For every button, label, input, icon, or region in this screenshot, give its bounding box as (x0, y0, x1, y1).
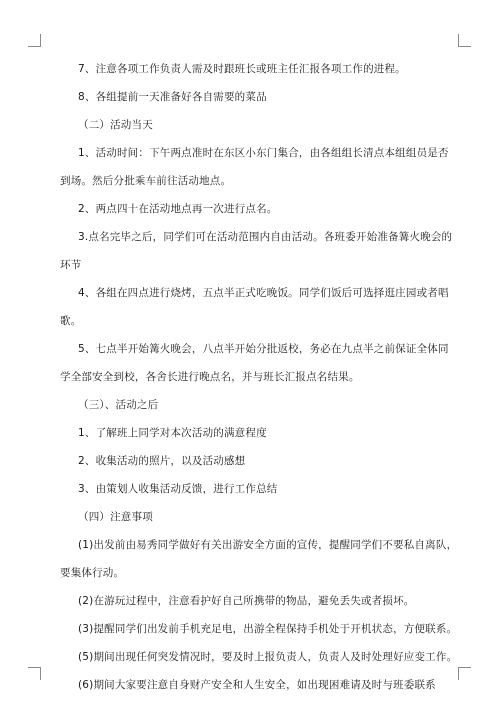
paragraph-line: 3.点名完毕之后，同学们可在活动范围内自由活动。各班委开始准备篝火晚会的 (78, 231, 453, 243)
paragraph-continuation-line: 要集体行动。 (60, 567, 125, 579)
paragraph-line: 3、由策划人收集活动反馈，进行工作总结 (78, 483, 278, 495)
paragraph-line: 7、注意各项工作负责人需及时跟班长或班主任汇报各项工作的进程。 (78, 63, 406, 75)
paragraph-continuation-line: 环节 (60, 259, 82, 271)
paragraph (78, 398, 450, 413)
paragraph-line: 4、各组在四点进行烧烤，五点半正式吃晚饭。同学们饭后可选择逛庄园或者唱 (78, 287, 449, 299)
paragraph-line: (1)出发前由易秀同学做好有关出游安全方面的宣传，提醒同学们不要私自离队， (78, 539, 458, 551)
crop-mark-bottom-left (28, 667, 41, 680)
paragraph-line: (2)在游玩过程中，注意看护好自己所携带的物品，避免丢失或者损坏。 (78, 595, 415, 607)
paragraph (78, 482, 450, 497)
paragraph (60, 230, 453, 273)
paragraph-line: 5、七点半开始篝火晚会，八点半开始分批返校，务必在九点半之前保证全体同 (78, 343, 449, 355)
paragraph (78, 118, 450, 133)
paragraph (78, 510, 450, 525)
crop-mark-top-right (458, 34, 471, 47)
paragraph (78, 454, 450, 469)
paragraph-line: 1、了解班上同学对本次活动的满意程度 (78, 427, 267, 439)
document-body (60, 62, 458, 693)
paragraph-line: 1、活动时间：下午两点准时在东区小东门集合，由各组组长清点本组组员是否 (78, 147, 449, 159)
paragraph (78, 426, 450, 441)
paragraph-continuation-line: 歌。 (60, 315, 82, 327)
paragraph-line: （四）注意事项 (78, 511, 153, 523)
paragraph-line: (6)期间大家要注意自身财产安全和人生安全，如出现困难请及时与班委联系 (78, 679, 436, 691)
paragraph-line: 2、收集活动的照片，以及活动感想 (78, 455, 246, 467)
paragraph-line: （二）活动当天 (78, 119, 153, 131)
paragraph (60, 286, 450, 329)
paragraph (78, 594, 450, 609)
paragraph-line: 8、各组提前一天准备好各自需要的菜品 (78, 91, 267, 103)
paragraph (78, 90, 450, 105)
paragraph (78, 650, 458, 665)
paragraph (60, 146, 450, 189)
paragraph (78, 622, 458, 637)
paragraph-continuation-line: 学全部安全到校，各舍长进行晚点名，并与班长汇报点名结果。 (60, 371, 360, 383)
crop-mark-top-left (28, 34, 41, 47)
paragraph-line: (5)期间出现任何突发情况时，要及时上报负责人，负责人及时处理好应变工作。 (78, 651, 458, 663)
paragraph-line: （三）、活动之后 (78, 399, 159, 411)
paragraph-line: 2、两点四十在活动地点再一次进行点名。 (78, 203, 278, 215)
paragraph (78, 62, 450, 77)
paragraph (78, 678, 450, 693)
paragraph (60, 342, 450, 385)
paragraph (60, 538, 458, 581)
paragraph-continuation-line: 到场。然后分批乘车前往活动地点。 (60, 175, 232, 187)
paragraph-line: (3)提醒同学们出发前手机充足电，出游全程保持手机处于开机状态，方便联系。 (78, 623, 458, 635)
paragraph (78, 202, 450, 217)
crop-mark-bottom-right (458, 667, 471, 680)
